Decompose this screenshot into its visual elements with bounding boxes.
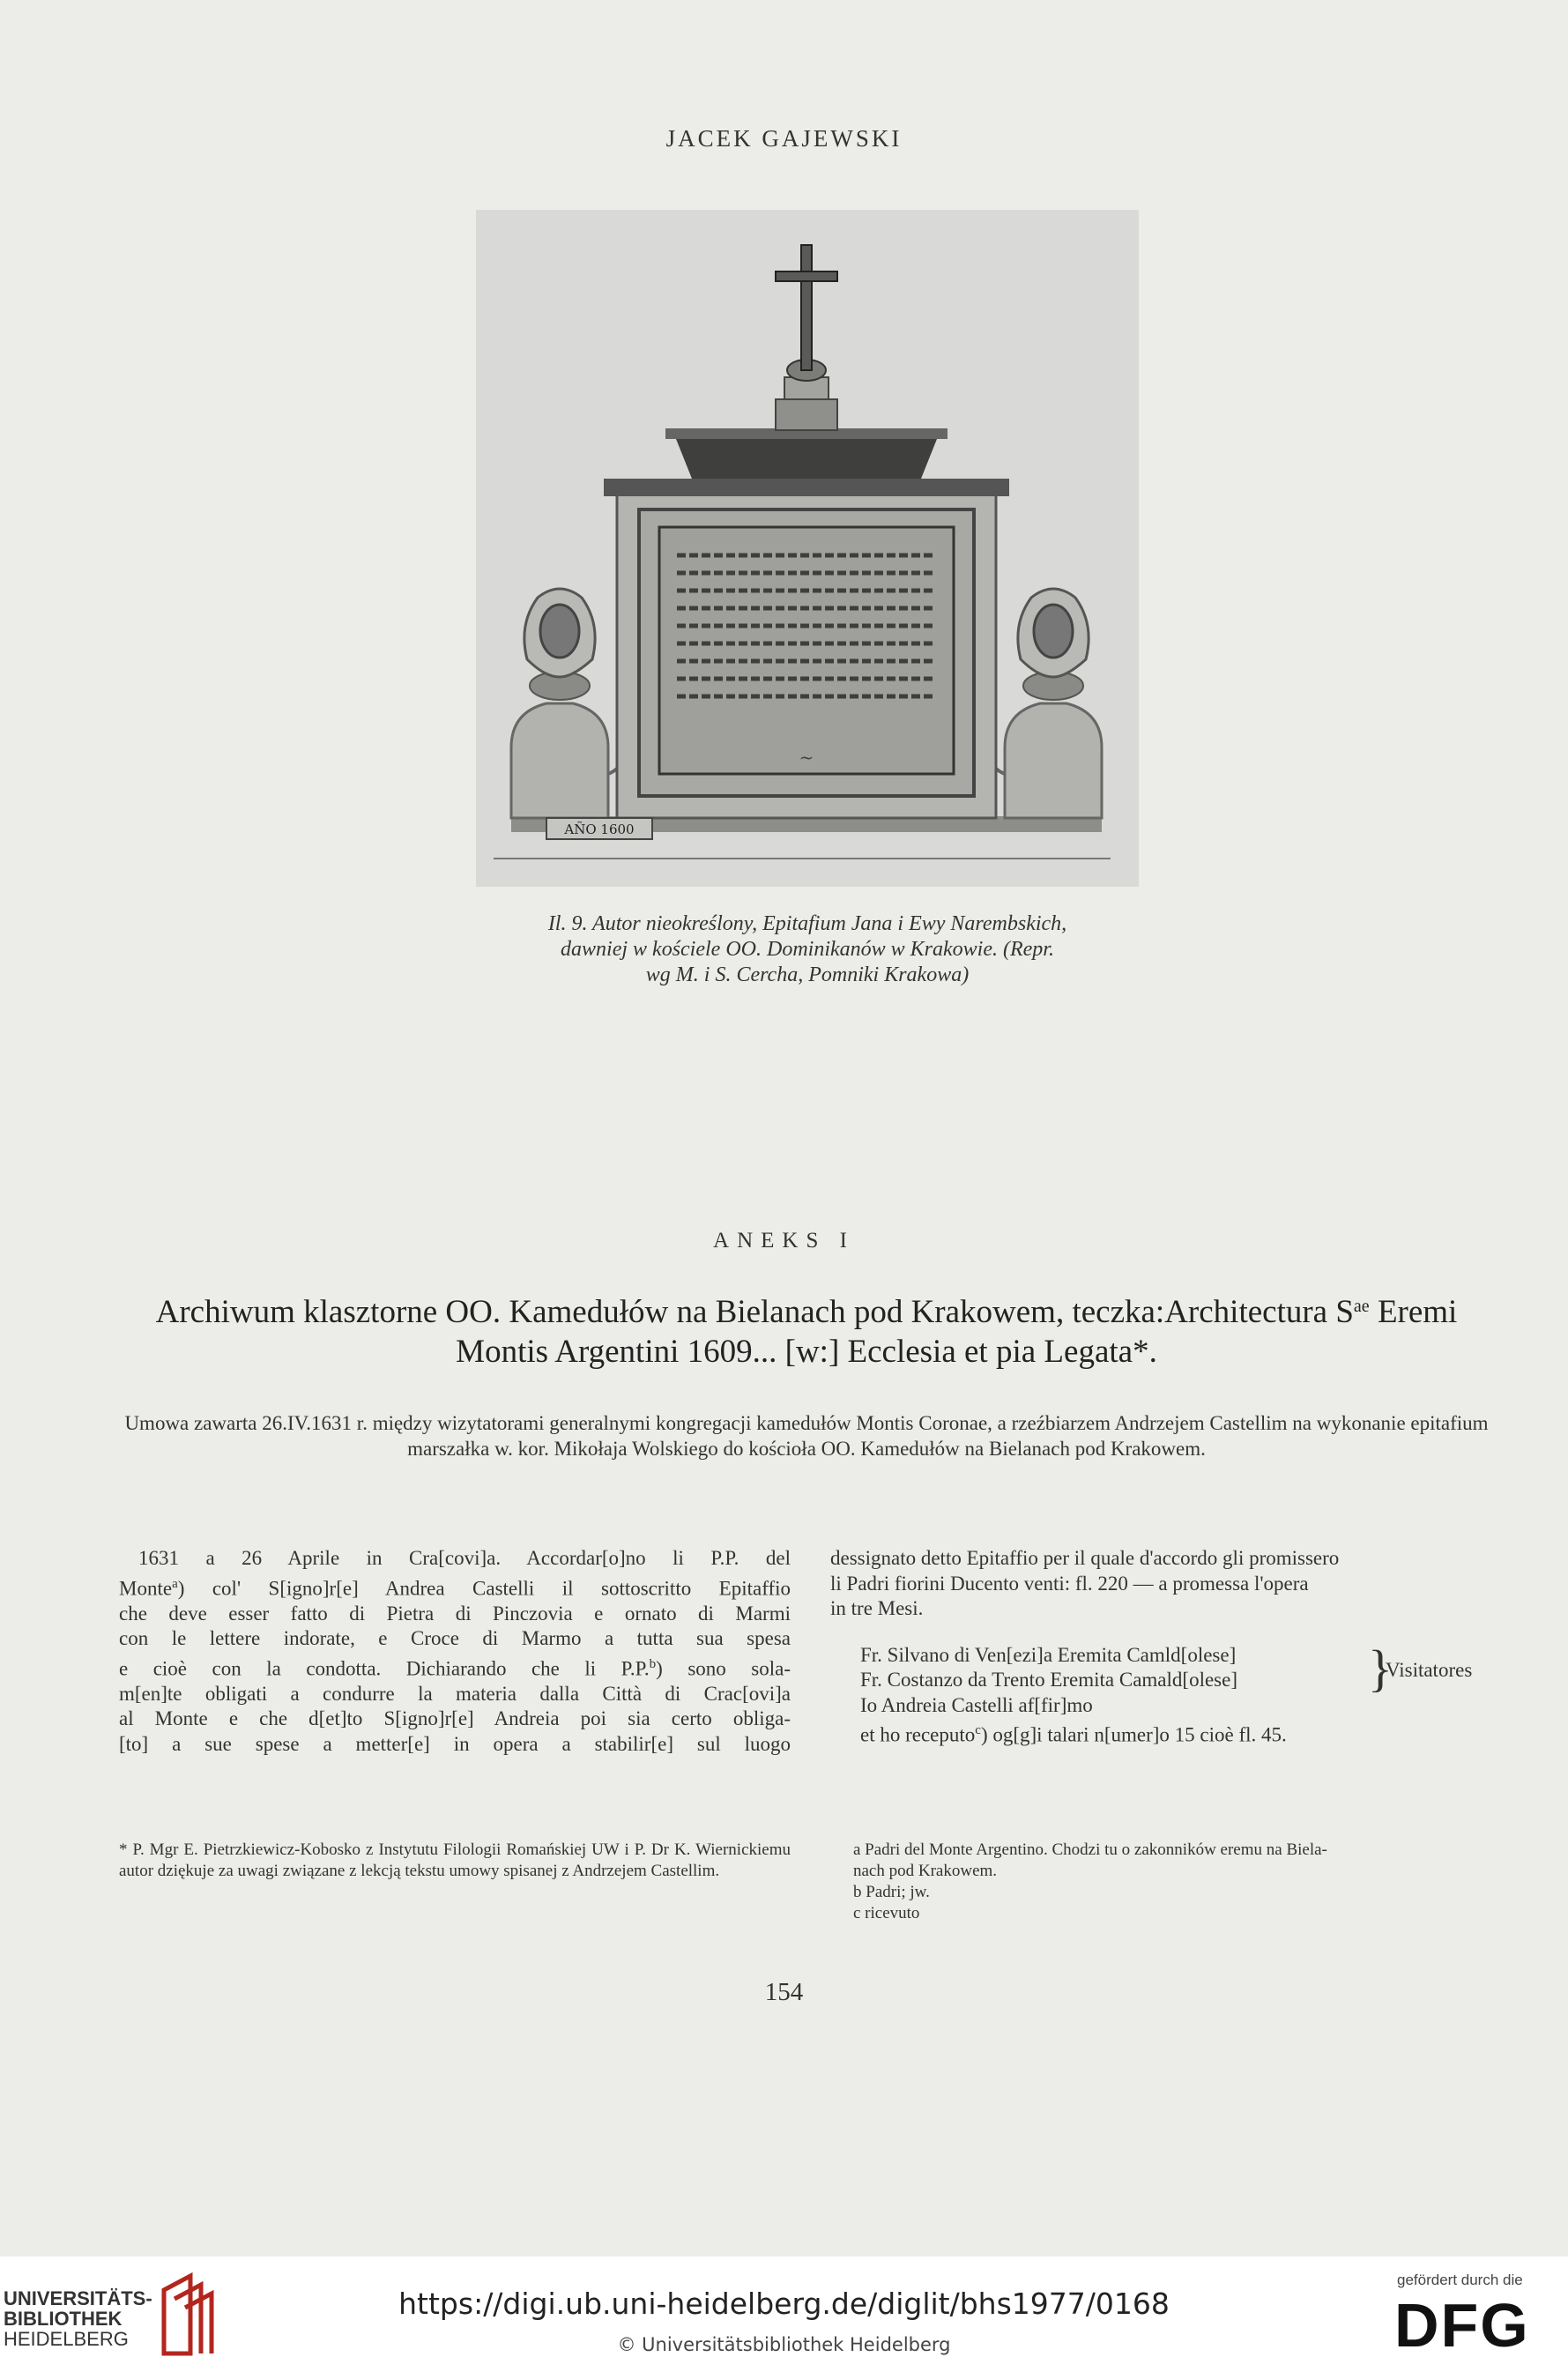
figure-caption [476,911,1139,988]
signature-line: Fr. Costanzo da Trento Eremita Camald[olese] [860,1669,1237,1691]
footnote-line: a Padri del Monte Argentino. Chodzi tu o zakonników eremu na Biela- [853,1840,1327,1859]
transcription-line: [to] a sue spese a metter[e] in opera a stabilir[e] sul luogo [119,1732,791,1755]
copyright-notice: © Universitätsbibliothek Heidelberg [617,2334,951,2355]
transcription-line: 1631 a 26 Aprile in Cra[covi]a. Accordar[o]no li P.P. del [138,1547,791,1569]
library-name-line: HEIDELBERG [4,2328,129,2350]
transcription-line: al Monte e che d[et]to S[igno]r[e] Andreia poi sia certo obliga- [119,1707,791,1730]
dfg-logo: DFG [1394,2291,1530,2360]
running-head: JACEK GAJEWSKI [665,125,903,152]
visitatores-label: Visitatores [1386,1658,1473,1681]
signature-block [830,1639,1493,1719]
library-name-line: BIBLIOTHEK [4,2308,123,2330]
footnote-marker: b [649,1656,657,1671]
footnote-marker: a [172,1576,178,1591]
receipt-line: et ho receputo$^c$) og[g]i talari n[umer]o 15 cioè fl. 45. [860,1723,1287,1746]
transcription-right-column [830,1546,1493,1748]
transcription-line: li Padri fiorini Ducento venti: fl. 220 — a promessa l'opera [830,1572,1309,1595]
caption-line: wg M. i S. Cercha, Pomniki Krakowa) [645,963,970,986]
transcription-paragraph [830,1546,1493,1622]
transcription-left-column [119,1546,791,1757]
appendix-heading: ANEKS I [713,1229,855,1253]
footnotes-letters [853,1840,1493,1924]
archive-title-sup: ae [1353,1297,1370,1316]
page-number: 154 [764,1978,804,2006]
signature-line: Fr. Silvano di Ven[ezi]a Eremita Camld[olese] [860,1643,1237,1666]
archive-title-part1: Archiwum klasztorne OO. Kamedułów na Bielanach pod Krakowem, teczka:Architectura S [155,1294,1354,1330]
archive-title [119,1287,1494,1372]
footnote-marker: c [975,1723,981,1737]
transcription-line: in tre Mesi. [830,1597,924,1619]
transcription-line: Monte$^a$) col' S[igno]r[e] Andrea Castelli il sottoscritto Epitaffio [119,1576,791,1600]
svg-text:~: ~ [799,747,814,768]
transcription-line: e cioè con la condotta. Dichiarando che li P.P.$^b$) sono sola- [119,1656,791,1680]
epitaph-illustration [476,210,1139,887]
contract-description: Umowa zawarta 26.IV.1631 r. między wizytatorami generalnymi kongregacji kamedułów Montis Coronae, a rzeźbiarzem Andrzejem Castellim na wykonanie epitafium marszałka w. kor. Mikołaja Wolskiego do kościoła OO. Kamedułów na Bielanach pod Krakowem. [124,1412,1489,1460]
brace-glyph: } [1368,1639,1393,1697]
date-inscription: AÑO 1600 [564,822,635,837]
archive-title-part2: Eremi Montis Argentini 1609... [w:] Ecclesia et pia Legata*. [456,1294,1458,1370]
caption-line: Il. 9. Autor nieokreślony, Epitafium Jana i Ewy Narembskich, [547,912,1067,935]
document-url-link[interactable]: https://digi.ub.uni-heidelberg.de/diglit/bhs1977/0168 [398,2286,1170,2321]
caption-line: dawniej w kościele OO. Dominikanów w Krakowie. (Repr. [561,938,1054,961]
transcription-line: m[en]te obligati a condurre la materia dalla Città di Crac[ovi]a [119,1682,791,1705]
signature-line: Io Andreia Castelli af[fir]mo [860,1693,1093,1716]
library-name-line: UNIVERSITÄTS- [4,2287,152,2309]
funding-note: gefördert durch die [1397,2272,1523,2288]
epitaph-figure [476,210,1139,887]
transcription-line: che deve esser fatto di Pietra di Pinczovia e ornato di Marmi [119,1602,791,1625]
transcription-line: dessignato detto Epitaffio per il quale d'accordo gli promissero [830,1547,1340,1569]
footnote-line: c ricevuto [853,1904,920,1922]
footnote-star: * P. Mgr E. Pietrzkiewicz-Kobosko z Instytutu Filologii Romańskiej UW i P. Dr K. Wiernickiemu autor dziękuje za uwagi związane z lekcją tekstu umowy spisanej z Andrzejem Castellim. [119,1840,791,1880]
footnote-line: nach pod Krakowem. [853,1862,998,1880]
transcription-line: con le lettere indorate, e Croce di Marmo a tutta sua spesa [119,1627,791,1650]
footnote-line: b Padri; jw. [853,1883,930,1901]
